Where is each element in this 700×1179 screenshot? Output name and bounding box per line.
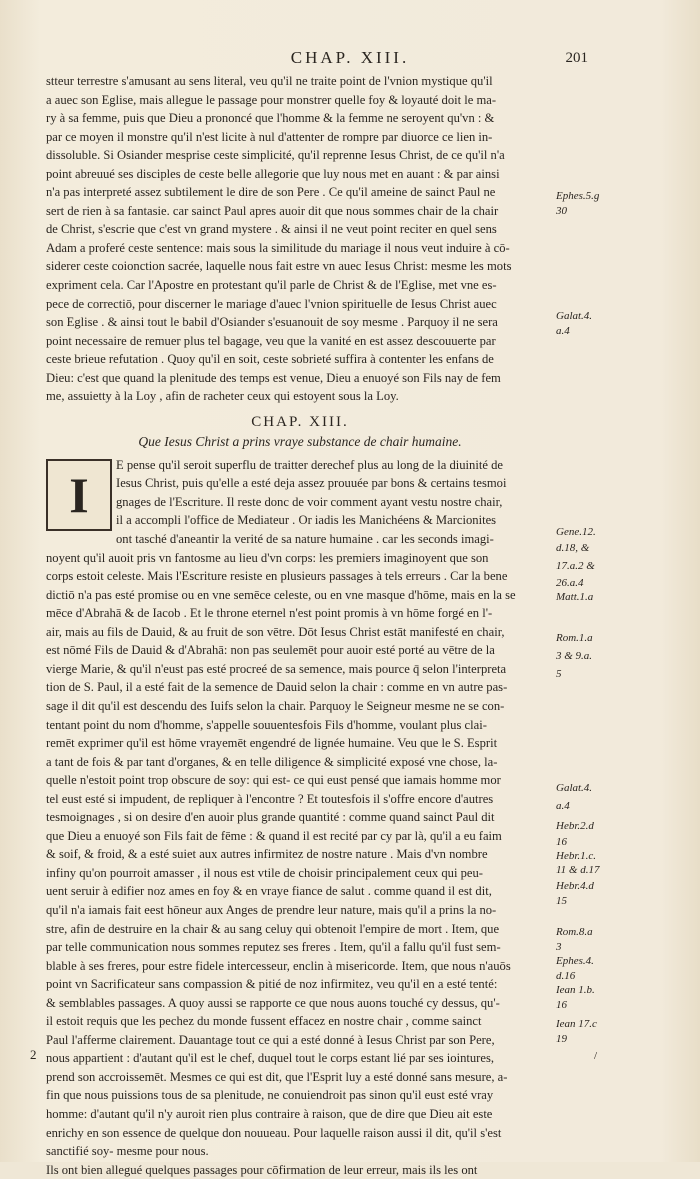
text-line: ceste brieue refutation . Quoy qu'il en soit, ceste sobrieté suffira à contenter les enfans de <box>46 352 494 367</box>
text-line: est nōmé Fils de Dauid & d'Abrahā: non pas seulemēt pour auoir esté porté au vētre de la <box>46 643 495 658</box>
text-line: n'a pas interpreté assez subtilement le dire de son Pere . Ce qu'il ameine de sainct Paul ne <box>46 185 496 200</box>
text-line: a auec son Eglise, mais allegue le passage pour monstrer quelle foy & loyauté doit le ma- <box>46 92 497 107</box>
margin-note: Ephes.4. <box>556 955 594 967</box>
margin-note: Ephes.5.g <box>556 190 600 202</box>
page-number: 201 <box>565 50 588 66</box>
margin-note: 11 & d.17 <box>556 864 600 876</box>
chapter-heading: CHAP. XIII. <box>251 413 349 430</box>
margin-note: Rom.1.a <box>556 632 593 644</box>
margin-note: 17.a.2 & <box>556 560 595 572</box>
margin-note: d.16 <box>556 970 576 982</box>
decorated-initial <box>46 459 112 531</box>
text-line: uent seruir à edifier noz ames en foy & en vraye fiance de salut . comme quand il est dit, <box>46 884 492 899</box>
margin-note: Galat.4. <box>556 310 593 322</box>
margin-tick-mark: / <box>594 1050 598 1062</box>
margin-note: Iean 1.b. <box>556 984 595 996</box>
text-line: il a accompli l'office de Mediateur . Or iadis les Manichéens & Marcionites <box>116 513 497 528</box>
margin-note: a.4 <box>556 800 570 812</box>
margin-note: Gene.12. <box>556 526 596 538</box>
section-2-opening <box>46 456 554 549</box>
text-line: Iesus Christ, puis qu'elle a esté deja assez prouuée par bons & certains tesmoi <box>116 476 507 491</box>
text-line: quelle n'estoit point trop obscure de soy: qui est- ce qui eust pensé que iamais homme mor <box>46 773 501 788</box>
text-line: sert de rien à sa fantasie. car sainct Paul apres auoir dit que nous sommes chair de la chair <box>46 203 499 218</box>
text-line: dissoluble. Si Osiander mesprise ceste simplicité, qu'il reprenne Iesus Christ, de ce qu'il n'a <box>46 148 505 163</box>
text-line: Adam a proferé ceste sentence: mais sous la similitude du mariage il nous veut induire à cō- <box>46 240 510 255</box>
text-line: tion de S. Paul, il a esté fait de la semence de Dauid selon la chair : comme en vn autre pas- <box>46 680 508 695</box>
text-line: Dieu: c'est que quand la plenitude des temps est venue, Dieu a enuoyé son Fils nay de fem <box>46 370 501 385</box>
text-line: point necessaire de remuer plus tel bagage, veu que la vanité en est assez descouuerte par <box>46 333 496 348</box>
margin-note: 3 & 9.a. <box>556 650 593 662</box>
section-2-text <box>46 549 554 1179</box>
text-line: de Christ, s'escrie que c'est vn grand mystere . & ainsi il ne veut point reciter en quel sens <box>46 222 497 237</box>
margin-note: 16 <box>556 836 567 848</box>
text-line: point vn Sacrificateur sans compassion & pitié de noz infirmitez, veu qu'il en a esté tenté: <box>46 977 498 992</box>
text-line: ont tasché d'aneantir la verité de sa nature humaine . car les seconds imagi- <box>116 532 494 547</box>
section-1-text <box>46 72 554 406</box>
text-line: sanctifié soy- mesme pour nous. <box>46 1144 209 1159</box>
margin-note: Galat.4. <box>556 782 593 794</box>
text-line: il estoit requis que les pechez du monde fussent effacez en nostre chair , comme sainct <box>46 1014 482 1029</box>
text-line: dictiō n'a pas esté promise ou en vne semēce celeste, ou en vne masque d'hōme, mais en la se <box>46 587 516 602</box>
margin-note: 15 <box>556 895 567 907</box>
text-line: vierge Marie, & qu'il n'eust pas esté procreé de sa semence, mais pource q̄ selon l'interpreta <box>46 661 507 676</box>
margin-note: Matt.1.a <box>556 591 594 603</box>
text-line: E pense qu'il seroit superflu de traitter derechef plus au long de la diuinité de <box>116 457 503 472</box>
text-line: mēce d'Abrahā & de Iacob . Et le throne eternel n'est point promis à vn hōme forgé en l'- <box>46 606 493 621</box>
text-line: a tant de fois & par tant d'organes, & en telle diligence & simplicité exposé vne chose, la- <box>46 754 498 769</box>
margin-note: 26.a.4 <box>556 577 584 589</box>
text-line: tentant point du nom d'homme, s'appelle souuentesfois Fils d'homme, voulant plus clai- <box>46 717 487 732</box>
text-line: noyent qu'il auoit pris vn fantosme au lieu d'vn corps: les premiers imaginoyent que son <box>46 550 489 565</box>
text-line: corps estoit celeste. Mais l'Escriture resiste en plusieurs passages à tels erreurs . Car la bene <box>46 569 508 584</box>
margin-note: d.18, & <box>556 542 590 554</box>
text-line: nous appartient : d'autant qu'il est le chef, duquel tout le corps estant lié par ses iointures, <box>46 1051 495 1066</box>
text-line: & soif, & froid, & a esté suiet aux autres infirmitez de nostre nature . Mais d'vn nombre <box>46 847 488 862</box>
text-line: qu'il n'a iamais fait eest hōneur aux Anges de prendre leur nature, mais qu'il a prins la no- <box>46 902 497 917</box>
signature-mark: 2 <box>30 1047 37 1062</box>
margin-note: 30 <box>556 205 567 217</box>
text-line: remēt exprimer qu'il est hōme vrayemēt engendré de lignée humaine. Veu que le S. Esprit <box>46 736 498 751</box>
text-line: ry à sa femme, puis que Dieu a prononcé que l'homme & la femme ne seroyent qu'vn : & <box>46 111 495 126</box>
margin-note: Rom.8.a <box>556 926 593 938</box>
margin-note: 5 <box>556 668 562 680</box>
text-line: par ce moyen il monstre qu'il n'est licite à nul d'attenter de rompre par diuorce ce lien in- <box>46 129 493 144</box>
text-line: expriment cela. Car l'Apostre en protestant qu'il parle de Christ & de l'Eglise, met vne es- <box>46 278 497 293</box>
text-line: que Dieu a enuoyé son Fils fait de fēme : & quand il est recité par cy par là, qu'il a eu faim <box>46 828 502 843</box>
text-line: infiny qu'on pourroit amasser , il nous est vtile de choisir principalement ceux qui peu- <box>46 865 483 880</box>
text-line: & semblables passages. A quoy aussi se rapporte ce que nous auons touché cy dessus, qu'- <box>46 995 500 1010</box>
text-line: blable à ses freres, pour estre fidele intercesseur, enclin à misericorde. Item, que nous n'auōs <box>46 958 511 973</box>
text-line: sage il dit qu'il est descendu des Iuifs selon la chair. Parquoy le Seigneur mesme ne se con- <box>46 698 505 713</box>
text-line: air, mais au fils de Dauid, & au fruit de son vētre. Dōt Iesus Christ estāt manifesté en chair, <box>46 624 505 639</box>
running-head: CHAP. XIII. <box>290 48 410 67</box>
text-line: tel eust esté si impudent, de repliquer à l'encontre ? Et toutesfois il s'offre encore d'autres <box>46 791 494 806</box>
margin-note: 16 <box>556 999 567 1011</box>
text-line: point abreuué ses disciples de ceste belle allegorie que luy nous met en auant : & par ainsi <box>46 166 500 181</box>
margin-note: 3 <box>556 941 562 953</box>
text-line: pece de correctiō, pour discerner le mariage d'auec l'vnion spirituelle de Iesus Christ auec <box>46 296 497 311</box>
margin-note: Iean 17.c <box>556 1018 597 1030</box>
text-line: enrichy en son essence de quelque don nouueau. Pour laquelle raison aussi il dit, qu'il s'est <box>46 1125 502 1140</box>
text-line: me, assuietty à la Loy , afin de racheter ceux qui estoyent sous la Loy. <box>46 389 399 404</box>
margin-note: a.4 <box>556 325 570 337</box>
text-line: par telle communication nous sommes reputez ses freres . Item, qu'il a fallu qu'il fust sem- <box>46 940 501 955</box>
text-line: stteur terrestre s'amusant au sens literal, veu qu'il ne traite point de l'vnion mystique qu'il <box>46 74 493 88</box>
text-line: fin que nous puissions tous de sa plenitude, ne conuiendroit pas sinon qu'il eust esté vray <box>46 1088 494 1103</box>
decorated-initial-letter: I <box>69 466 89 523</box>
chapter-subtitle: Que Iesus Christ a prins vraye substance de chair humaine. <box>138 433 462 449</box>
text-line: prend son accroissemēt. Mesmes ce qui est dit, que l'Esprit luy a esté donné sans mesure, a- <box>46 1069 508 1084</box>
main-text-column <box>46 72 554 1179</box>
text-line: Paul l'afferme clairement. Dauantage tout ce qui a esté donné à Iesus Christ par son Pere, <box>46 1032 495 1047</box>
text-line: siderer ceste coionction sacrée, laquelle nous fait estre vn auec Iesus Christ: mesme les mots <box>46 259 512 274</box>
text-line: Ils ont bien allegué quelques passages pour cōfirmation de leur erreur, mais ils les ont <box>46 1162 478 1177</box>
text-line: homme: d'autant qu'il n'y auroit rien plus contraire à raison, que de dire que Dieu ait este <box>46 1106 493 1121</box>
text-line: stre, afin de destruire en la chair & au sang celuy qui obtenoit l'empire de mort . Item, que <box>46 921 500 936</box>
margin-note: Hebr.1.c. <box>556 850 597 862</box>
margin-note: Hebr.4.d <box>556 880 594 892</box>
margin-note: Hebr.2.d <box>556 820 594 832</box>
margin-note: 19 <box>556 1033 567 1045</box>
text-line: son Eglise . & ainsi tout le babil d'Osiander s'esuanouit de soy mesme . Parquoy il ne sera <box>46 315 498 330</box>
text-line: gnages de l'Escriture. Il reste donc de voir comment ayant vestu nostre chair, <box>116 494 503 509</box>
text-line: tesmoignages , si on desire d'en auoir plus grande quantité : comme quand sainct Paul dit <box>46 810 495 825</box>
